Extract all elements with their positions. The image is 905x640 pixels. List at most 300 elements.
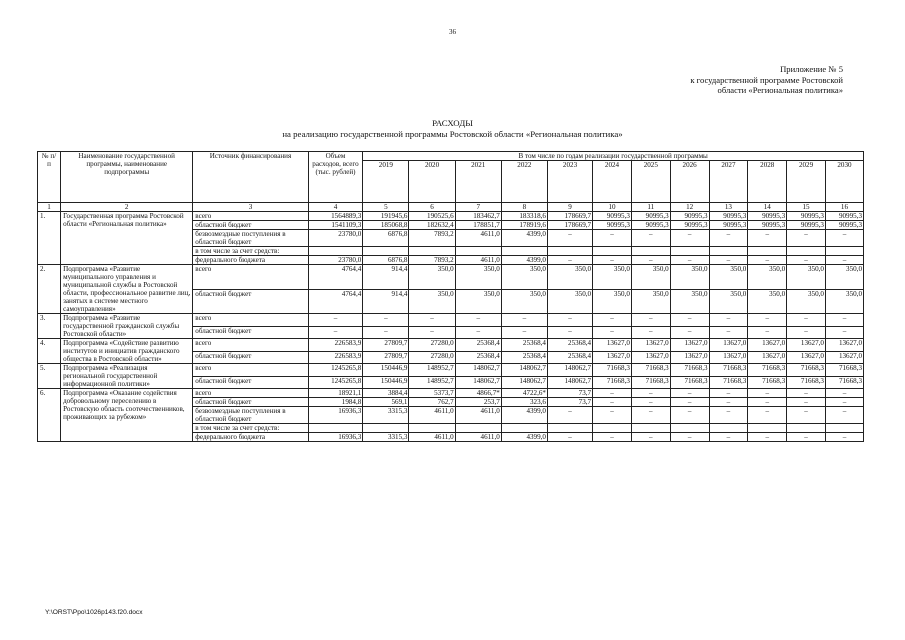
year-amount: 350,0	[825, 265, 863, 290]
year-amount: –	[709, 314, 748, 327]
year-amount: 762,7	[409, 398, 455, 407]
funding-source: безвозмездные поступления в областной бюджет	[193, 407, 308, 424]
year-amount: 148952,7	[409, 376, 455, 389]
table-row	[38, 389, 864, 398]
year-amount: 71668,3	[631, 376, 670, 389]
funding-source: всего	[193, 389, 308, 398]
year-amount: –	[825, 256, 863, 265]
year-amount: 148952,7	[409, 364, 455, 377]
year-amount: 182632,4	[409, 221, 455, 230]
year-amount: –	[409, 314, 455, 327]
year-amount	[787, 247, 826, 256]
year-amount: 178669,7	[547, 212, 592, 221]
year-amount: 27280,0	[409, 351, 455, 364]
program-name: Подпрограмма «Содействие развитию институтов и инициатив гражданского общества в Ростовской области»	[61, 339, 193, 364]
year-amount: –	[631, 256, 670, 265]
year-amount: 25368,4	[547, 351, 592, 364]
year-amount: –	[593, 256, 632, 265]
header-year: 2023	[547, 161, 592, 203]
header-year: 2027	[709, 161, 748, 203]
year-amount: –	[787, 433, 826, 442]
year-amount: 71668,3	[825, 364, 863, 377]
column-index: 3	[193, 203, 308, 212]
year-amount: 7893,2	[409, 230, 455, 247]
year-amount: 25368,4	[501, 339, 547, 352]
program-name: Подпрограмма «Реализация региональной государственной информационной политики»	[61, 364, 193, 389]
year-amount	[593, 247, 632, 256]
total-amount: 4764,4	[308, 289, 363, 314]
year-amount: 13627,0	[631, 339, 670, 352]
year-amount: –	[709, 256, 748, 265]
column-index: 15	[787, 203, 826, 212]
year-amount	[709, 247, 748, 256]
year-amount	[455, 424, 501, 433]
year-amount	[593, 424, 632, 433]
funding-source: всего	[193, 364, 308, 377]
year-amount: 71668,3	[593, 376, 632, 389]
column-index: 10	[593, 203, 632, 212]
appendix-line-1: Приложение № 5	[780, 64, 843, 74]
year-amount: –	[748, 398, 787, 407]
year-amount: 73,7	[547, 398, 592, 407]
year-amount: 4611,0	[409, 433, 455, 442]
year-amount: 27280,0	[409, 339, 455, 352]
year-amount: –	[670, 407, 709, 424]
year-amount: 90995,3	[709, 221, 748, 230]
year-amount: 90995,3	[825, 221, 863, 230]
year-amount: –	[501, 314, 547, 327]
year-amount: 350,0	[455, 289, 501, 314]
header-year: 2021	[455, 161, 501, 203]
year-amount: 3884,4	[363, 389, 409, 398]
year-amount: 4399,0	[501, 407, 547, 424]
year-amount: 148062,7	[455, 376, 501, 389]
year-amount: –	[670, 326, 709, 339]
column-index: 13	[709, 203, 748, 212]
year-amount	[501, 424, 547, 433]
year-amount: 27809,7	[363, 339, 409, 352]
header-year: 2022	[501, 161, 547, 203]
total-amount	[308, 247, 363, 256]
year-amount: 71668,3	[787, 376, 826, 389]
year-amount: –	[825, 433, 863, 442]
header-year: 2028	[748, 161, 787, 203]
total-amount: 23780,0	[308, 230, 363, 247]
year-amount: –	[748, 326, 787, 339]
year-amount: 350,0	[709, 289, 748, 314]
year-amount: 150446,9	[363, 376, 409, 389]
year-amount: 71668,3	[709, 376, 748, 389]
year-amount: 7893,2	[409, 256, 455, 265]
year-amount: –	[670, 433, 709, 442]
expenses-table	[37, 151, 864, 442]
year-amount: 191945,6	[363, 212, 409, 221]
year-amount	[547, 247, 592, 256]
year-amount: 190525,6	[409, 212, 455, 221]
year-amount: 13627,0	[787, 339, 826, 352]
year-amount	[709, 424, 748, 433]
year-amount	[363, 424, 409, 433]
year-amount: –	[748, 433, 787, 442]
year-amount: 13627,0	[748, 339, 787, 352]
year-amount: 71668,3	[787, 364, 826, 377]
year-amount: 253,7	[455, 398, 501, 407]
total-amount: 226583,9	[308, 351, 363, 364]
year-amount: –	[670, 398, 709, 407]
year-amount	[547, 424, 592, 433]
year-amount: –	[593, 314, 632, 327]
column-index: 14	[748, 203, 787, 212]
year-amount	[670, 247, 709, 256]
total-amount: 1245265,8	[308, 376, 363, 389]
year-amount: 4611,0	[409, 407, 455, 424]
column-index: 9	[547, 203, 592, 212]
year-amount: –	[593, 398, 632, 407]
total-amount: 1245265,8	[308, 364, 363, 377]
appendix-caption	[690, 64, 843, 96]
year-amount: 350,0	[593, 265, 632, 290]
funding-source: областной бюджет	[193, 326, 308, 339]
year-amount: –	[631, 326, 670, 339]
year-amount: 350,0	[547, 265, 592, 290]
year-amount: –	[670, 256, 709, 265]
header-year: 2030	[825, 161, 863, 203]
year-amount: 13627,0	[825, 351, 863, 364]
year-amount: 90995,3	[670, 212, 709, 221]
year-amount: 4866,7*	[455, 389, 501, 398]
year-amount	[631, 424, 670, 433]
total-amount: –	[308, 326, 363, 339]
year-amount	[409, 424, 455, 433]
funding-source: безвозмездные поступления в областной бюджет	[193, 230, 308, 247]
table-row	[38, 339, 864, 352]
year-amount: 183318,6	[501, 212, 547, 221]
year-amount: 4399,0	[501, 433, 547, 442]
year-amount: –	[748, 389, 787, 398]
year-amount: –	[547, 326, 592, 339]
year-amount: –	[748, 314, 787, 327]
year-amount: –	[825, 407, 863, 424]
total-amount: 18921,1	[308, 389, 363, 398]
year-amount: 914,4	[363, 289, 409, 314]
year-amount: –	[363, 314, 409, 327]
table-row	[38, 212, 864, 221]
year-amount: –	[709, 398, 748, 407]
row-number: 1.	[38, 212, 61, 265]
year-amount: 90995,3	[593, 221, 632, 230]
header-year: 2019	[363, 161, 409, 203]
year-amount: –	[593, 230, 632, 247]
total-amount	[308, 424, 363, 433]
funding-source: областной бюджет	[193, 376, 308, 389]
year-amount: –	[547, 230, 592, 247]
year-amount	[825, 424, 863, 433]
total-amount: 23780,0	[308, 256, 363, 265]
year-amount: 13627,0	[670, 351, 709, 364]
year-amount: 350,0	[670, 289, 709, 314]
year-amount: –	[825, 398, 863, 407]
year-amount: –	[825, 326, 863, 339]
funding-source: областной бюджет	[193, 221, 308, 230]
year-amount: –	[547, 256, 592, 265]
row-number: 5.	[38, 364, 61, 389]
year-amount: 90995,3	[670, 221, 709, 230]
year-amount: 350,0	[501, 289, 547, 314]
total-amount: 4764,4	[308, 265, 363, 290]
year-amount: –	[709, 389, 748, 398]
year-amount: –	[593, 326, 632, 339]
year-amount: 13627,0	[593, 351, 632, 364]
year-amount: –	[787, 389, 826, 398]
funding-source: областной бюджет	[193, 289, 308, 314]
year-amount: 13627,0	[593, 339, 632, 352]
year-amount: 914,4	[363, 265, 409, 290]
year-amount	[787, 424, 826, 433]
year-amount: 350,0	[748, 289, 787, 314]
year-amount: 148062,7	[455, 364, 501, 377]
column-index: 12	[670, 203, 709, 212]
year-amount: 183462,7	[455, 212, 501, 221]
year-amount: –	[631, 398, 670, 407]
year-amount: –	[787, 314, 826, 327]
year-amount: 323,6	[501, 398, 547, 407]
year-amount: 90995,3	[787, 212, 826, 221]
year-amount: –	[409, 326, 455, 339]
header-year: 2029	[787, 161, 826, 203]
row-number: 2.	[38, 265, 61, 314]
year-amount: 4611,0	[455, 407, 501, 424]
year-amount: 90995,3	[748, 212, 787, 221]
year-amount: –	[455, 326, 501, 339]
year-amount: –	[748, 230, 787, 247]
year-amount	[748, 424, 787, 433]
year-amount: –	[709, 326, 748, 339]
funding-source: областной бюджет	[193, 398, 308, 407]
year-amount	[670, 424, 709, 433]
year-amount: 71668,3	[670, 364, 709, 377]
year-amount: –	[631, 407, 670, 424]
row-number: 6.	[38, 389, 61, 442]
year-amount: –	[631, 433, 670, 442]
year-amount: –	[547, 407, 592, 424]
year-amount: –	[593, 407, 632, 424]
year-amount: –	[709, 230, 748, 247]
program-name: Подпрограмма «Развитие муниципального управления и муниципальной службы в Ростовской области, профессиональное развитие лиц, занятых в системе местного самоуправления»	[61, 265, 193, 314]
funding-source: всего	[193, 265, 308, 290]
year-amount: –	[631, 230, 670, 247]
year-amount	[825, 247, 863, 256]
table-row	[38, 364, 864, 377]
column-index: 1	[38, 203, 61, 212]
funding-source: всего	[193, 339, 308, 352]
row-number: 4.	[38, 339, 61, 364]
year-amount: –	[825, 314, 863, 327]
program-name: Подпрограмма «Оказание содействия добровольному переселению в Ростовскую область соотечественников, проживающих за рубежом»	[61, 389, 193, 442]
year-amount: 13627,0	[787, 351, 826, 364]
year-amount: 71668,3	[748, 376, 787, 389]
year-amount: 90995,3	[631, 221, 670, 230]
year-amount: 150446,9	[363, 364, 409, 377]
table-row	[38, 265, 864, 290]
year-amount: –	[787, 407, 826, 424]
year-amount: –	[363, 326, 409, 339]
funding-source: областной бюджет	[193, 351, 308, 364]
year-amount: 148062,7	[501, 376, 547, 389]
year-amount: 90995,3	[787, 221, 826, 230]
header-year: 2026	[670, 161, 709, 203]
funding-source: всего	[193, 314, 308, 327]
year-amount: 4611,0	[455, 256, 501, 265]
header-num: № п/п	[38, 152, 61, 203]
funding-source: в том числе за счет средств:	[193, 247, 308, 256]
year-amount: 5373,7	[409, 389, 455, 398]
total-amount: 1541109,3	[308, 221, 363, 230]
header-year: 2020	[409, 161, 455, 203]
year-amount: –	[670, 230, 709, 247]
year-amount: –	[787, 398, 826, 407]
year-amount: 13627,0	[748, 351, 787, 364]
year-amount	[631, 247, 670, 256]
year-amount: –	[748, 407, 787, 424]
year-amount: 148062,7	[547, 376, 592, 389]
appendix-line-3: области «Региональная политика»	[717, 85, 843, 96]
year-amount: 13627,0	[631, 351, 670, 364]
year-amount: 178669,7	[547, 221, 592, 230]
year-amount: 178919,6	[501, 221, 547, 230]
year-amount: 4399,0	[501, 230, 547, 247]
year-amount: 25368,4	[501, 351, 547, 364]
year-amount: 350,0	[631, 265, 670, 290]
year-amount: 350,0	[787, 289, 826, 314]
year-amount: –	[670, 389, 709, 398]
year-amount: 13627,0	[709, 351, 748, 364]
year-amount: 27809,7	[363, 351, 409, 364]
year-amount	[455, 247, 501, 256]
year-amount: 25368,4	[455, 351, 501, 364]
column-index: 5	[363, 203, 409, 212]
year-amount: –	[709, 433, 748, 442]
total-amount: 16936,3	[308, 433, 363, 442]
year-amount: 350,0	[409, 265, 455, 290]
table-row	[38, 314, 864, 327]
year-amount: 71668,3	[748, 364, 787, 377]
column-index: 2	[61, 203, 193, 212]
year-amount: 185068,8	[363, 221, 409, 230]
year-amount: 90995,3	[631, 212, 670, 221]
header-source: Источник финансирования	[193, 152, 308, 203]
column-index: 16	[825, 203, 863, 212]
year-amount: 350,0	[501, 265, 547, 290]
header-year: 2024	[593, 161, 632, 203]
year-amount: 350,0	[670, 265, 709, 290]
year-amount: –	[631, 389, 670, 398]
year-amount: –	[593, 433, 632, 442]
year-amount: 4399,0	[501, 256, 547, 265]
year-amount: 148062,7	[501, 364, 547, 377]
year-amount: –	[787, 256, 826, 265]
year-amount: 71668,3	[631, 364, 670, 377]
year-amount: 350,0	[409, 289, 455, 314]
year-amount: 4611,0	[455, 230, 501, 247]
year-amount: 71668,3	[670, 376, 709, 389]
column-index: 4	[308, 203, 363, 212]
title-line-2: на реализацию государственной программы Ростовской области «Региональная политика»	[282, 129, 623, 139]
year-amount: –	[787, 326, 826, 339]
year-amount: 3315,3	[363, 433, 409, 442]
year-amount: –	[670, 314, 709, 327]
column-index: 8	[501, 203, 547, 212]
year-amount: 73,7	[547, 389, 592, 398]
year-amount: 3315,3	[363, 407, 409, 424]
funding-source: всего	[193, 212, 308, 221]
header-year: 2025	[631, 161, 670, 203]
year-amount: 90995,3	[748, 221, 787, 230]
year-amount: –	[501, 326, 547, 339]
funding-source: федерального бюджета	[193, 256, 308, 265]
appendix-line-2: к государственной программе Ростовской	[690, 74, 843, 85]
year-amount: 6876,8	[363, 230, 409, 247]
column-index: 7	[455, 203, 501, 212]
column-index: 11	[631, 203, 670, 212]
year-amount: –	[787, 230, 826, 247]
year-amount: 13627,0	[709, 339, 748, 352]
title-line-1: РАСХОДЫ	[432, 118, 473, 128]
funding-source: в том числе за счет средств:	[193, 424, 308, 433]
year-amount: –	[748, 256, 787, 265]
year-amount	[409, 247, 455, 256]
funding-source: федерального бюджета	[193, 433, 308, 442]
year-amount: 350,0	[455, 265, 501, 290]
row-number: 3.	[38, 314, 61, 339]
year-amount: 350,0	[709, 265, 748, 290]
column-index: 6	[409, 203, 455, 212]
year-amount: –	[825, 230, 863, 247]
total-amount: –	[308, 314, 363, 327]
year-amount: –	[825, 389, 863, 398]
year-amount: 13627,0	[825, 339, 863, 352]
year-amount: 350,0	[787, 265, 826, 290]
year-amount: 4722,6*	[501, 389, 547, 398]
year-amount: –	[455, 314, 501, 327]
header-total: Объем расходов, всего (тыс. рублей)	[308, 152, 363, 203]
year-amount: 350,0	[631, 289, 670, 314]
program-name: Подпрограмма «Развитие государственной гражданской службы Ростовской области»	[61, 314, 193, 339]
year-amount: 90995,3	[593, 212, 632, 221]
year-amount: 178851,7	[455, 221, 501, 230]
year-amount	[363, 247, 409, 256]
year-amount: 25368,4	[547, 339, 592, 352]
total-amount: 1564889,3	[308, 212, 363, 221]
year-amount: 569,1	[363, 398, 409, 407]
year-amount: 4611,0	[455, 433, 501, 442]
year-amount: 25368,4	[455, 339, 501, 352]
program-name: Государственная программа Ростовской области «Региональная политика»	[61, 212, 193, 265]
total-amount: 1984,8	[308, 398, 363, 407]
year-amount: 71668,3	[709, 364, 748, 377]
year-amount: 350,0	[547, 289, 592, 314]
year-amount: 350,0	[593, 289, 632, 314]
year-amount: –	[593, 389, 632, 398]
total-amount: 226583,9	[308, 339, 363, 352]
total-amount: 16936,3	[308, 407, 363, 424]
header-name: Наименование государственной программы, наименование подпрограммы	[61, 152, 193, 203]
file-path: Y:\ORST\Ppo\1026p143.f20.docx	[45, 609, 143, 616]
year-amount: –	[709, 407, 748, 424]
year-amount: –	[547, 433, 592, 442]
year-amount: 148062,7	[547, 364, 592, 377]
year-amount: 71668,3	[825, 376, 863, 389]
year-amount: 90995,3	[825, 212, 863, 221]
